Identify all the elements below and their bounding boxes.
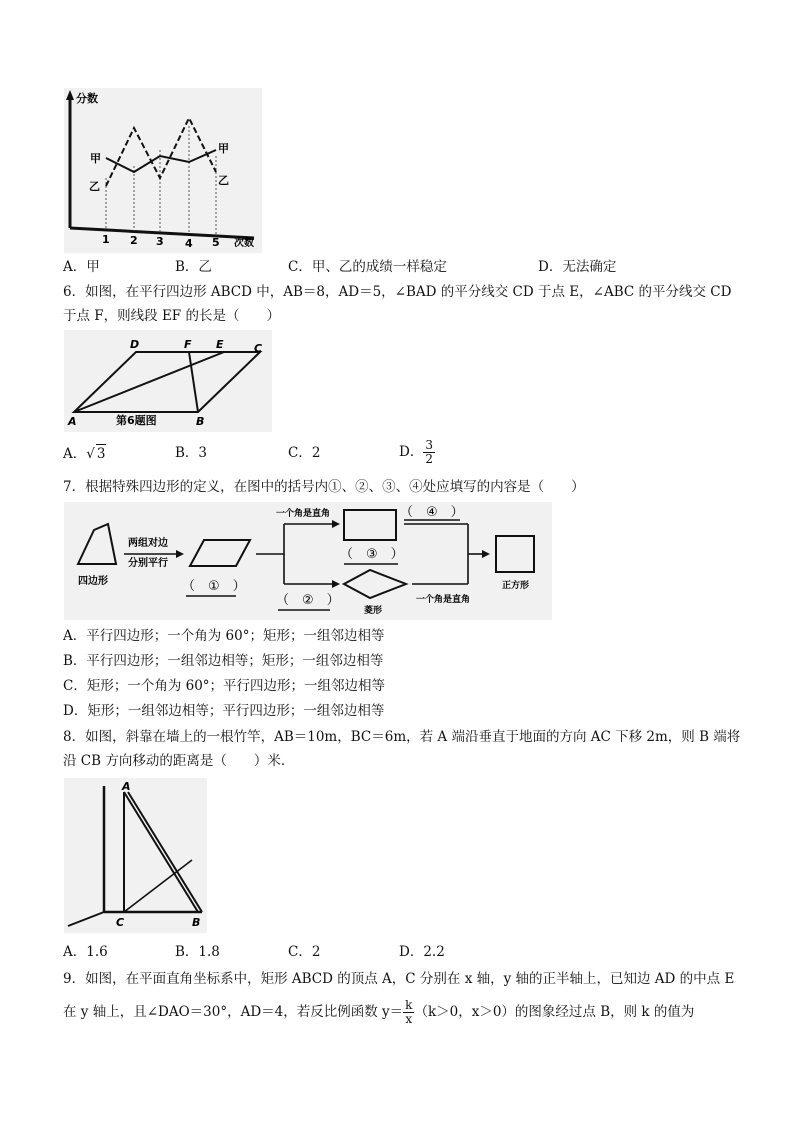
leaning-pole-figure — [64, 778, 207, 933]
inverse-function-fraction — [403, 999, 414, 1026]
parallelogram-abcd — [74, 352, 260, 412]
q7-stem-line-1: 7．根据特殊四边形的定义，在图中的括号内①、②、③、④处应填写的内容是（ ） — [63, 479, 585, 495]
branch-bottom-arrowhead — [332, 580, 340, 588]
quadrilateral-shape — [78, 524, 116, 564]
series-yi-end-label: 乙 — [218, 174, 229, 187]
x-tick-5: 5 — [212, 236, 220, 249]
q7-option-c: C．矩形；一个角为 60°；平行四边形；一组邻边相等 — [63, 678, 386, 694]
q8-option-a: A．1.6 — [63, 944, 108, 960]
fraction-denominator: x — [405, 1012, 413, 1026]
q8-option-b: B．1.8 — [175, 944, 220, 960]
q5-option-c: C．甲、乙的成绩一样稳定 — [288, 259, 447, 275]
branch-top-arrowhead — [332, 520, 340, 528]
x-tick-2: 2 — [130, 234, 138, 247]
q6-option-d — [399, 436, 435, 468]
arrow-label-line-1: 两组对边 — [128, 538, 168, 549]
pole-ab — [124, 792, 198, 912]
pole-ab-outline — [128, 792, 202, 912]
series-yi-start-label: 乙 — [89, 180, 100, 193]
quadrilateral-label: 四边形 — [78, 576, 108, 587]
label-f: F — [184, 338, 192, 351]
q6-option-b: B．3 — [175, 445, 208, 461]
q7-option-b: B．平行四边形；一组邻边相等；矩形；一组邻边相等 — [63, 653, 384, 669]
x-tick-3: 3 — [156, 235, 164, 248]
blank-4: （ ④ ） — [400, 505, 464, 520]
right-angle-top-label: 一个角是直角 — [276, 509, 331, 519]
label-e: E — [216, 338, 224, 351]
arrow-label-line-2: 分别平行 — [128, 558, 168, 569]
label-c: C — [116, 916, 125, 929]
blank-2: （ ② ） — [276, 593, 340, 608]
label-b: B — [192, 916, 201, 929]
q9-stem-line-2-start: 在 y 轴上，且∠DAO＝30°，AD＝4，若反比例函数 y＝ — [63, 1004, 404, 1020]
label-d: D — [130, 338, 140, 351]
q6-option-d-numerator: 3 — [425, 438, 433, 452]
label-b: B — [196, 415, 205, 428]
series-yi-line — [106, 118, 216, 186]
q6-option-c: C．2 — [288, 445, 321, 461]
q6-figure — [64, 330, 272, 432]
q6-option-a — [63, 444, 106, 463]
q9-stem-line-2-end: （k＞0，x＞0）的图象经过点 B，则 k 的值为 — [414, 1004, 695, 1020]
q6-stem-line-1: 6．如图，在平行四边形 ABCD 中，AB＝8，AD＝5，∠BAD 的平分线交 CD 于点 E，∠ABC 的平分线交 CD — [63, 284, 732, 300]
figure-caption: 第6题图 — [116, 414, 157, 427]
right-angle-bottom-label: 一个角是直角 — [416, 595, 471, 605]
rhombus-shape — [344, 570, 406, 598]
blank-3: （ ③ ） — [340, 547, 404, 562]
sqrt-sign: √ — [86, 446, 95, 462]
x-tick-4: 4 — [185, 237, 193, 250]
square-label: 正方形 — [502, 581, 530, 591]
q5-option-d: D．无法确定 — [538, 259, 617, 275]
q8-option-c: C．2 — [288, 944, 321, 960]
series-jia-end-label: 甲 — [218, 142, 229, 155]
blank-1: （ ① ） — [182, 579, 246, 594]
q7-figure — [64, 502, 552, 620]
x-tick-1: 1 — [102, 233, 110, 246]
q6-option-d-prefix: D． — [399, 444, 424, 460]
merge-arrowhead — [482, 550, 490, 558]
rectangle-shape — [344, 510, 396, 540]
y-axis-label: 分数 — [76, 92, 98, 105]
rhombus-label: 菱形 — [364, 606, 383, 616]
q6-option-a-prefix: A． — [63, 446, 87, 462]
bisector-bf — [189, 352, 198, 412]
q6-stem-line-2: 于点 F，则线段 EF 的长是（ ） — [63, 308, 280, 324]
q6-option-d-fraction — [423, 439, 435, 466]
q8-stem-line-2: 沿 CB 方向移动的距离是（ ）米． — [63, 753, 295, 769]
label-a: A — [122, 780, 131, 793]
q8-option-d: D．2.2 — [399, 944, 445, 960]
parallelogram-shape — [190, 540, 250, 566]
q7-option-a: A．平行四边形；一个角为 60°；矩形；一组邻边相等 — [63, 628, 385, 644]
q6-option-a-radicand: 3 — [96, 446, 106, 462]
quadrilateral-flowchart — [64, 502, 552, 620]
arrow-1-head — [176, 550, 184, 558]
series-jia-start-label: 甲 — [90, 152, 101, 165]
y-axis-arrow — [66, 90, 74, 100]
score-line-chart — [64, 88, 262, 253]
wall-base-line — [68, 912, 104, 926]
q7-option-d: D．矩形；一组邻边相等；平行四边形；一组邻边相等 — [63, 703, 385, 719]
parallelogram-figure — [64, 330, 272, 432]
x-axis-label: 次数 — [234, 238, 254, 249]
q9-stem-line-2 — [63, 998, 694, 1026]
q6-option-d-denominator: 2 — [425, 452, 433, 466]
q8-stem-line-1: 8．如图，斜靠在墙上的一根竹竿，AB＝10m，BC＝6m，若 A 端沿垂直于地面的方向 AC 下移 2m，则 B 端将 — [63, 729, 741, 745]
q8-figure — [64, 778, 207, 933]
q9-stem-line-1: 9．如图，在平面直角坐标系中，矩形 ABCD 的顶点 A，C 分别在 x 轴，y 轴的正半轴上，已知边 AD 的中点 E — [63, 971, 735, 987]
label-c: C — [254, 342, 263, 355]
bisector-ae — [74, 352, 224, 412]
q5-figure — [64, 88, 262, 253]
q5-option-b: B．乙 — [175, 259, 212, 275]
label-a: A — [68, 415, 77, 428]
q5-option-a: A．甲 — [63, 259, 100, 275]
square-shape — [496, 536, 534, 572]
fraction-numerator: k — [405, 998, 413, 1012]
